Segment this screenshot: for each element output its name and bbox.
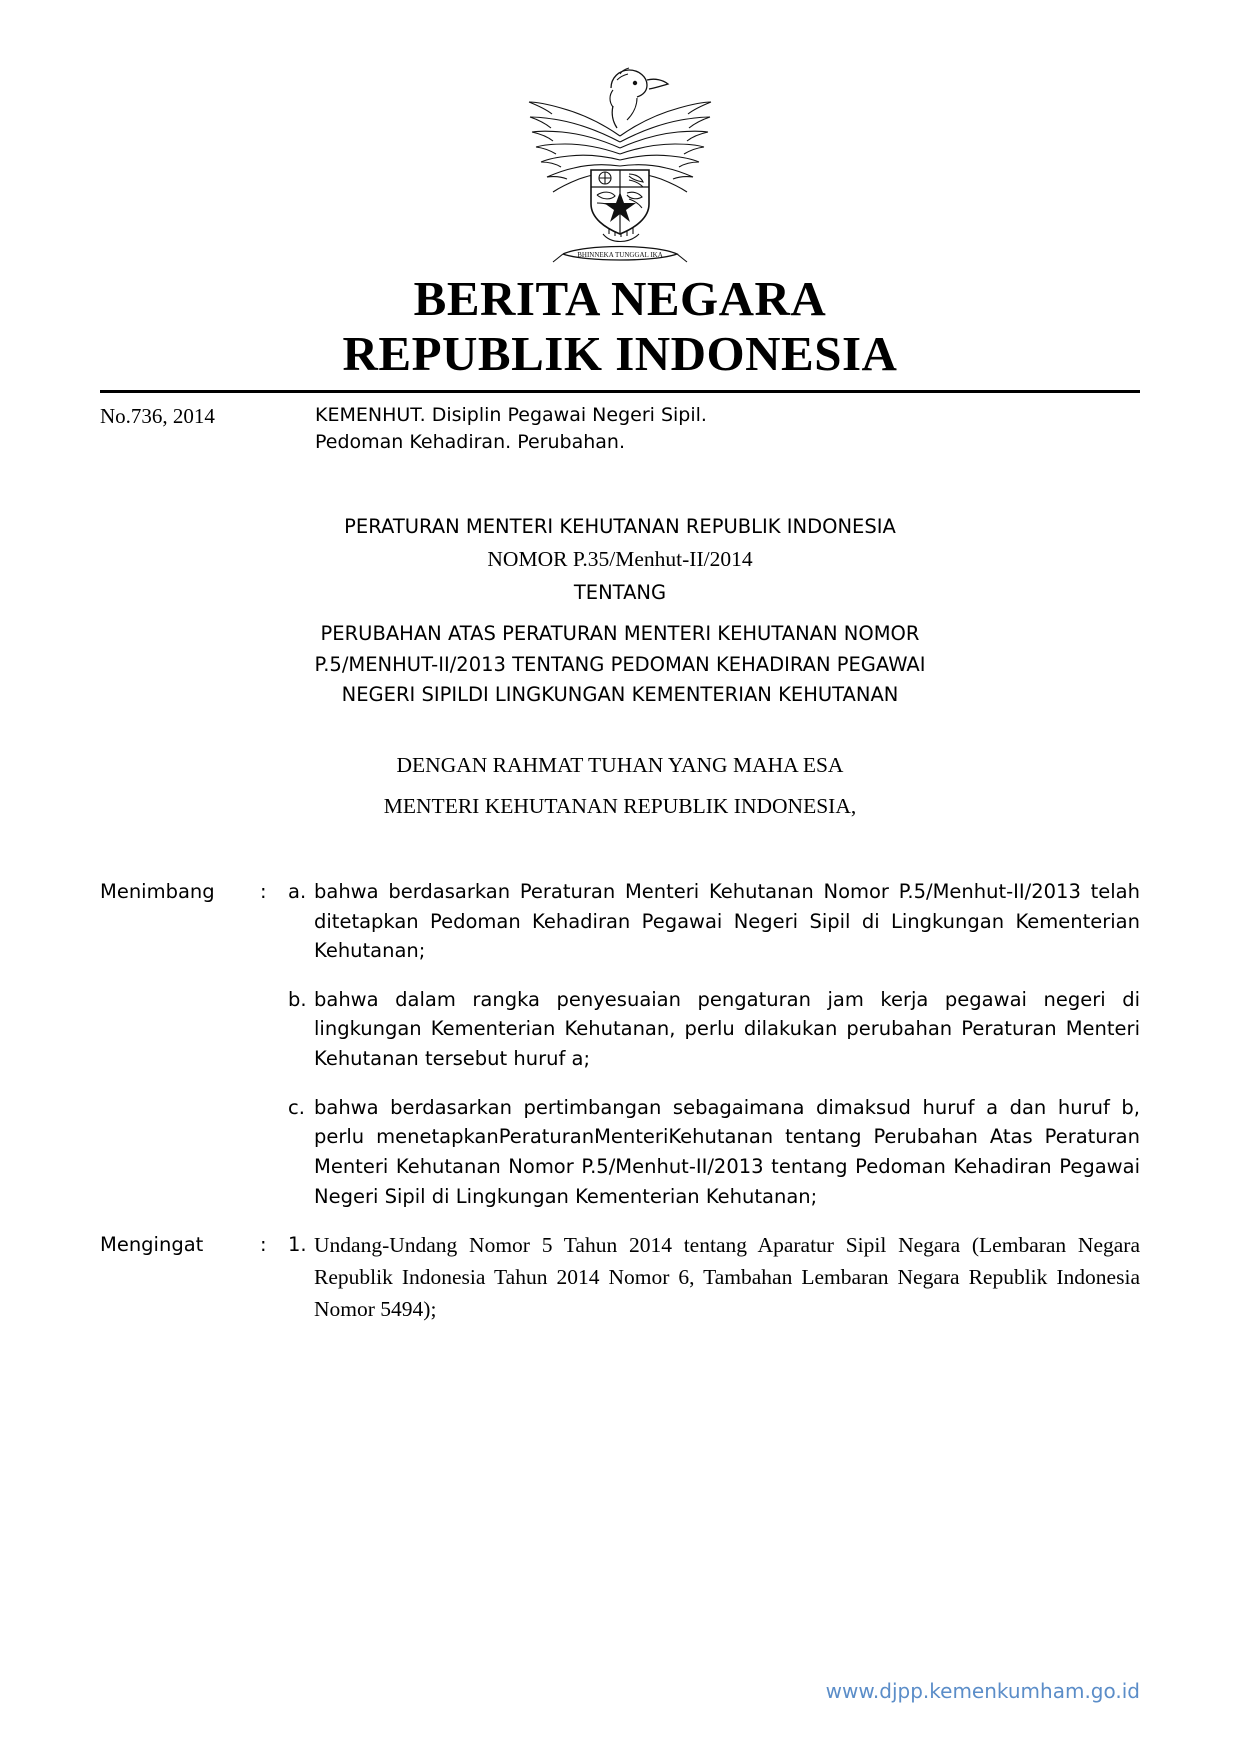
observing-colon: : <box>260 1233 267 1257</box>
regulation-title-block <box>100 511 1140 609</box>
issue-subject <box>315 402 905 457</box>
invocation-line-1: DENGAN RAHMAT TUHAN YANG MAHA ESA <box>396 753 844 778</box>
regulation-subject-line-3: NEGERI SIPILDI LINGKUNGAN KEMENTERIAN KEHUTANAN <box>341 683 899 707</box>
observing-clause <box>100 1230 1140 1344</box>
item-text: bahwa berdasarkan pertimbangan sebagaimana dimaksud huruf a dan huruf b, perlu menetapkanPeraturanMenteriKehutanan tentang Perubahan Atas Peraturan Menteri Kehutanan Nomor P.5/Menhut-II/2013 tentang Pedoman Kehadiran Pegawai Negeri Sipil di Lingkungan Kementerian Kehutanan; <box>314 1095 1140 1208</box>
issue-line <box>100 402 1140 457</box>
regulation-about-label: TENTANG <box>573 581 667 605</box>
item-marker: c. <box>288 1095 305 1119</box>
item-marker: 1. <box>288 1233 307 1257</box>
item-marker: a. <box>288 879 307 903</box>
invocation-block <box>100 745 1140 827</box>
masthead-line-2: REPUBLIK INDONESIA <box>342 325 898 381</box>
item-text: bahwa dalam rangka penyesuaian pengaturan jam kerja pegawai negeri di lingkungan Kementerian Kehutanan, perlu dilakukan perubahan Peraturan Menteri Kehutanan tersebut huruf a; <box>314 987 1140 1071</box>
emblem-motto: BHINNEKA TUNGGAL IKA <box>577 251 663 259</box>
invocation-line-2: MENTERI KEHUTANAN REPUBLIK INDONESIA, <box>383 794 857 819</box>
considering-clause <box>100 877 1140 1230</box>
header-divider <box>100 390 1140 393</box>
source-url-link[interactable]: www.djpp.kemenkumham.go.id <box>825 1679 1140 1703</box>
list-item <box>288 877 1140 966</box>
observing-items <box>288 1230 1140 1344</box>
regulation-subject-line-2: P.5/MENHUT-II/2013 TENTANG PEDOMAN KEHADIRAN PEGAWAI <box>314 652 926 676</box>
regulation-authority: PERATURAN MENTERI KEHUTANAN REPUBLIK INDONESIA <box>344 514 896 538</box>
considering-colon: : <box>260 879 267 903</box>
observing-label: Mengingat <box>100 1233 204 1257</box>
legal-body <box>100 877 1140 1345</box>
list-item <box>288 1230 1140 1325</box>
issue-number: No.736, 2014 <box>100 403 215 428</box>
masthead-line-1: BERITA NEGARA <box>413 271 827 326</box>
emblem-container <box>100 0 1140 268</box>
list-item <box>288 985 1140 1074</box>
issue-subject-line-1: KEMENHUT. Disiplin Pegawai Negeri Sipil. <box>315 403 707 426</box>
item-marker: b. <box>288 987 307 1011</box>
masthead <box>100 272 1140 382</box>
considering-label: Menimbang <box>100 879 215 903</box>
item-text: Undang-Undang Nomor 5 Tahun 2014 tentang Aparatur Sipil Negara (Lembaran Negara Republik Indonesia Tahun 2014 Nomor 6, Tambahan Lembaran Negara Republik Indonesia Nomor 5494); <box>314 1233 1140 1321</box>
garuda-pancasila-emblem <box>525 58 715 268</box>
item-text: bahwa berdasarkan Peraturan Menteri Kehutanan Nomor P.5/Menhut-II/2013 telah ditetapkan Pedoman Kehadiran Pegawai Negeri Sipil di Lingkungan Kementerian Kehutanan; <box>314 879 1140 963</box>
list-item <box>288 1093 1140 1212</box>
issue-subject-line-2: Pedoman Kehadiran. Perubahan. <box>315 431 625 454</box>
considering-items <box>288 877 1140 1230</box>
regulation-subject-line-1: PERUBAHAN ATAS PERATURAN MENTERI KEHUTANAN NOMOR <box>320 621 920 645</box>
regulation-number: NOMOR P.35/Menhut-II/2014 <box>487 547 753 572</box>
regulation-subject <box>100 619 1140 711</box>
